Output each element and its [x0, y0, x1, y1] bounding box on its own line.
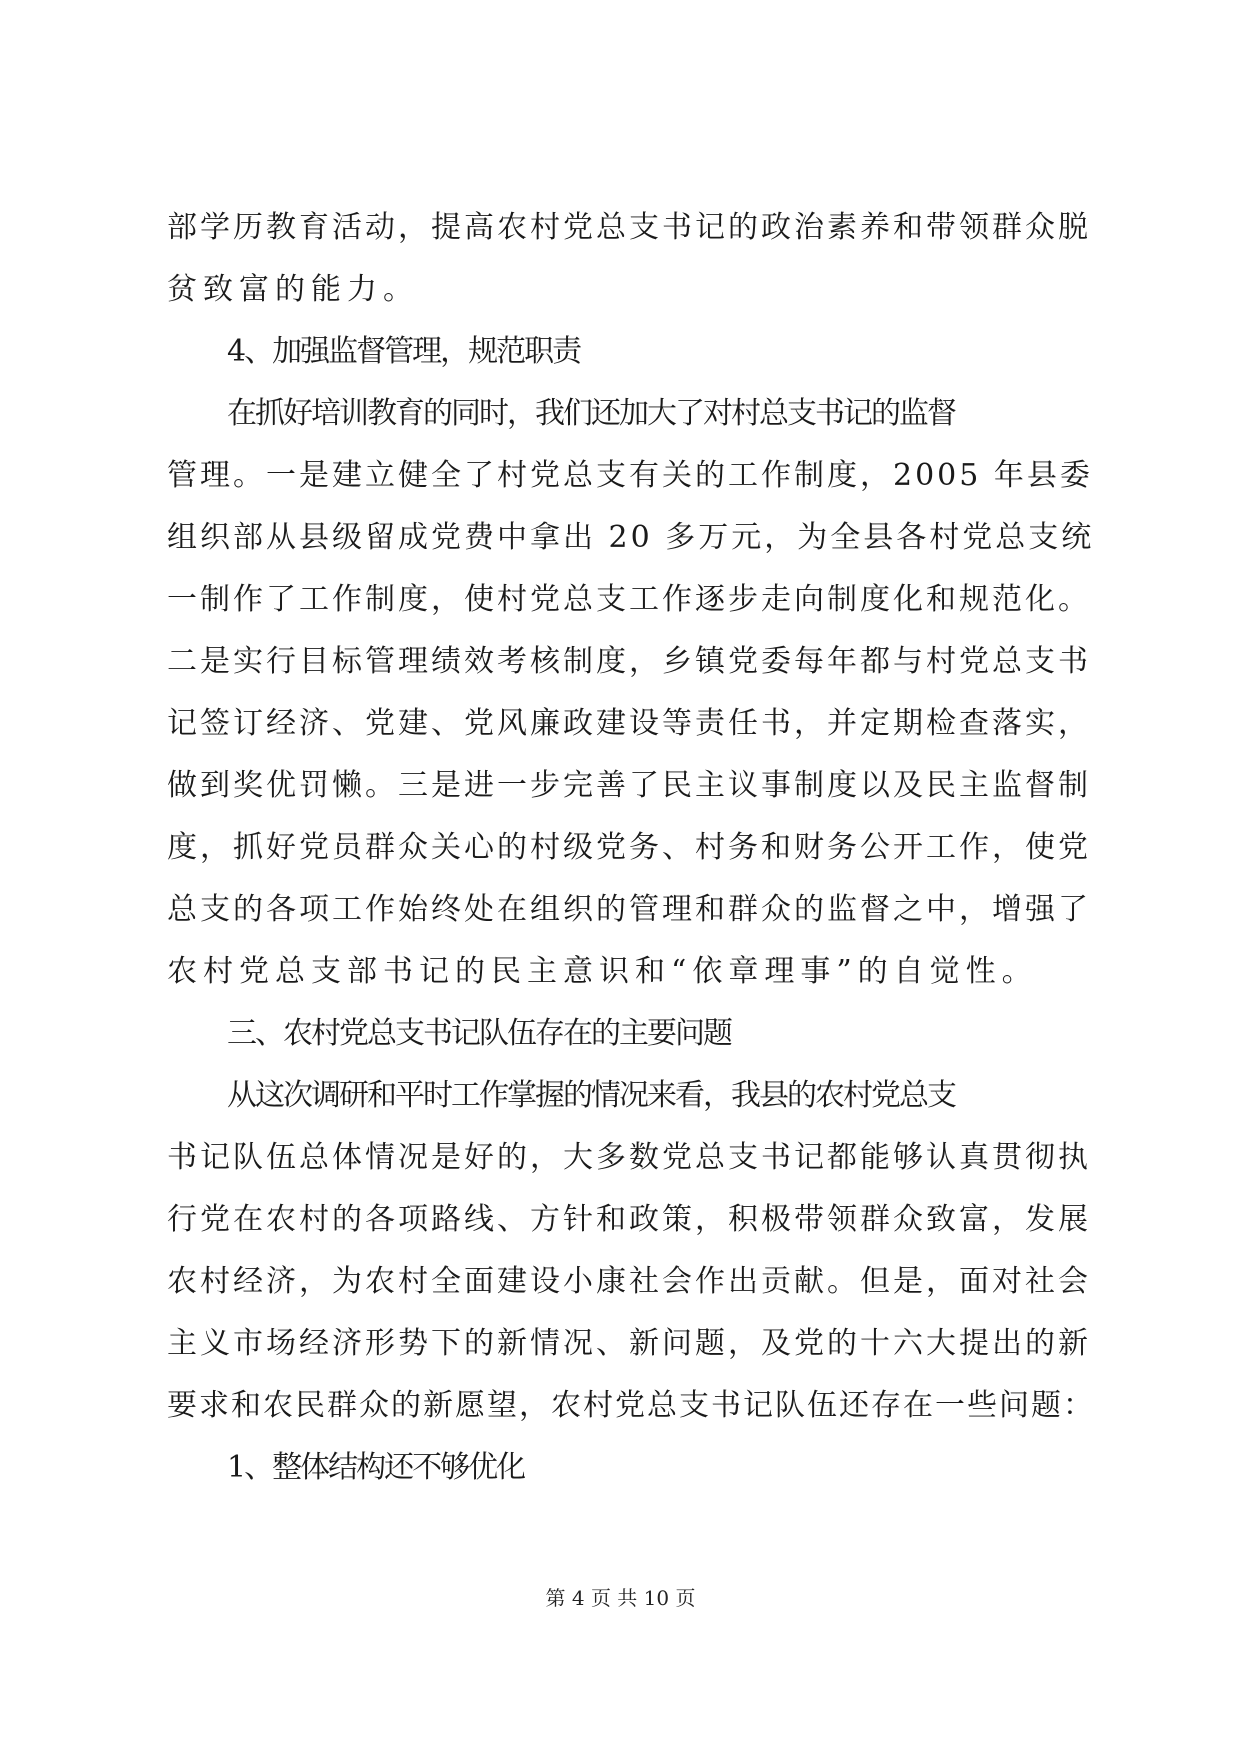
text-line-8: 二是实行目标管理绩效考核制度，乡镇党委每年都与村党总支书 — [167, 644, 1091, 679]
text-line-18: 农村经济，为农村全面建设小康社会作出贡献。但是，面对社会 — [167, 1264, 1091, 1299]
page-footer: 第 4 页 共 10 页 — [545, 1586, 696, 1610]
text-line-9: 记签订经济、党建、党风廉政建设等责任书，并定期检查落实， — [167, 706, 1091, 741]
text-line-10: 做到奖优罚懒。三是进一步完善了民主议事制度以及民主监督制 — [167, 768, 1091, 803]
text-line-5: 管理。一是建立健全了村党总支有关的工作制度，2005 年县委 — [167, 458, 1093, 493]
section-heading-4: 4、加强监督管理，规范职责 — [227, 334, 581, 369]
section-heading-three: 三、农村党总支书记队伍存在的主要问题 — [227, 1016, 731, 1051]
text-line-7: 一制作了工作制度，使村党总支工作逐步走向制度化和规范化。 — [167, 582, 1091, 617]
text-line-12: 总支的各项工作始终处在组织的管理和群众的监督之中，增强了 — [167, 892, 1091, 927]
text-line-20: 要求和农民群众的新愿望，农村党总支书记队伍还存在一些问题： — [167, 1388, 1095, 1423]
text-line-13: 农村党总支部书记的民主意识和“依章理事”的自觉性。 — [167, 954, 1038, 989]
text-line-2: 贫致富的能力。 — [167, 272, 419, 307]
section-heading-1: 1、整体结构还不够优化 — [227, 1450, 525, 1485]
paragraph-start-line: 在抓好培训教育的同时，我们还加大了对村总支书记的监督 — [227, 396, 955, 431]
text-line-1: 部学历教育活动，提高农村党总支书记的政治素养和带领群众脱 — [167, 210, 1091, 245]
text-line-6: 组织部从县级留成党费中拿出 20 多万元，为全县各村党总支统 — [167, 520, 1095, 555]
text-line-17: 行党在农村的各项路线、方针和政策，积极带领群众致富，发展 — [167, 1202, 1091, 1237]
paragraph-start-line: 从这次调研和平时工作掌握的情况来看，我县的农村党总支 — [227, 1078, 955, 1113]
text-line-11: 度，抓好党员群众关心的村级党务、村务和财务公开工作，使党 — [167, 830, 1091, 865]
text-line-19: 主义市场经济形势下的新情况、新问题，及党的十六大提出的新 — [167, 1326, 1091, 1361]
text-line-16: 书记队伍总体情况是好的，大多数党总支书记都能够认真贯彻执 — [167, 1140, 1091, 1175]
